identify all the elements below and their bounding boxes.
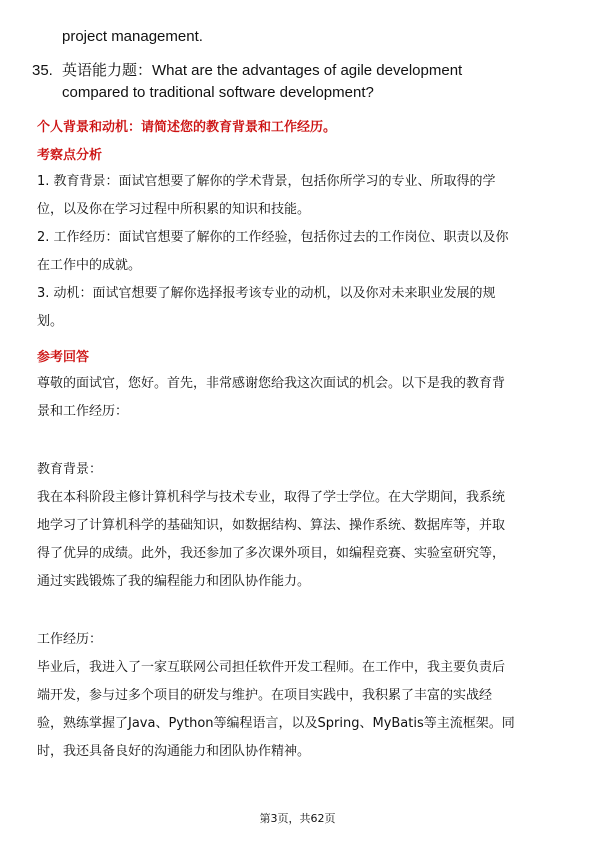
work-line: 端开发，参与过多个项目的研发与维护。在项目实践中，我积累了丰富的实战经 (37, 688, 493, 703)
answer-heading: 参考回答 (37, 350, 90, 365)
analysis-line: 在工作中的成就。 (37, 258, 142, 273)
work-line: 毕业后，我进入了一家互联网公司担任软件开发工程师。在工作中，我主要负责后 (37, 660, 506, 675)
page-footer: 第3页，共62页 (259, 812, 336, 825)
work-line: 时，我还具备良好的沟通能力和团队协作精神。 (37, 744, 311, 759)
education-line: 通过实践锻炼了我的编程能力和团队协作能力。 (37, 574, 311, 589)
analysis-heading: 考察点分析 (37, 148, 103, 163)
work-line: 验，熟练掌握了Java、Python等编程语言，以及Spring、MyBatis等主流框架。同 (37, 716, 515, 731)
section-title: 个人背景和动机：请简述您的教育背景和工作经历。 (37, 120, 337, 135)
work-label: 工作经历： (37, 632, 103, 647)
answer-intro-line: 尊敬的面试官，您好。首先，非常感谢您给我这次面试的机会。以下是我的教育背 (37, 376, 506, 391)
analysis-line: 3. 动机：面试官想要了解你选择报考该专业的动机，以及你对未来职业发展的规 (37, 286, 496, 301)
continuation-text: project management. (62, 28, 203, 45)
answer-intro-line: 景和工作经历： (37, 404, 129, 419)
education-line: 我在本科阶段主修计算机科学与技术专业，取得了学士学位。在大学期间，我系统 (37, 490, 506, 505)
question-line-1: 英语能力题：What are the advantages of agile development (62, 62, 463, 79)
education-label: 教育背景： (37, 462, 103, 477)
question-line-2: compared to traditional software development? (62, 84, 374, 101)
education-line: 地学习了计算机科学的基础知识，如数据结构、算法、操作系统、数据库等，并取 (37, 518, 506, 533)
analysis-line: 2. 工作经历：面试官想要了解你的工作经验，包括你过去的工作岗位、职责以及你 (37, 230, 509, 245)
education-line: 得了优异的成绩。此外，我还参加了多次课外项目，如编程竞赛、实验室研究等， (37, 546, 506, 561)
analysis-line: 位，以及你在学习过程中所积累的知识和技能。 (37, 202, 311, 217)
analysis-line: 1. 教育背景：面试官想要了解你的学术背景，包括你所学习的专业、所取得的学 (37, 174, 496, 189)
analysis-line: 划。 (37, 314, 64, 329)
question-number: 35. (32, 62, 53, 79)
